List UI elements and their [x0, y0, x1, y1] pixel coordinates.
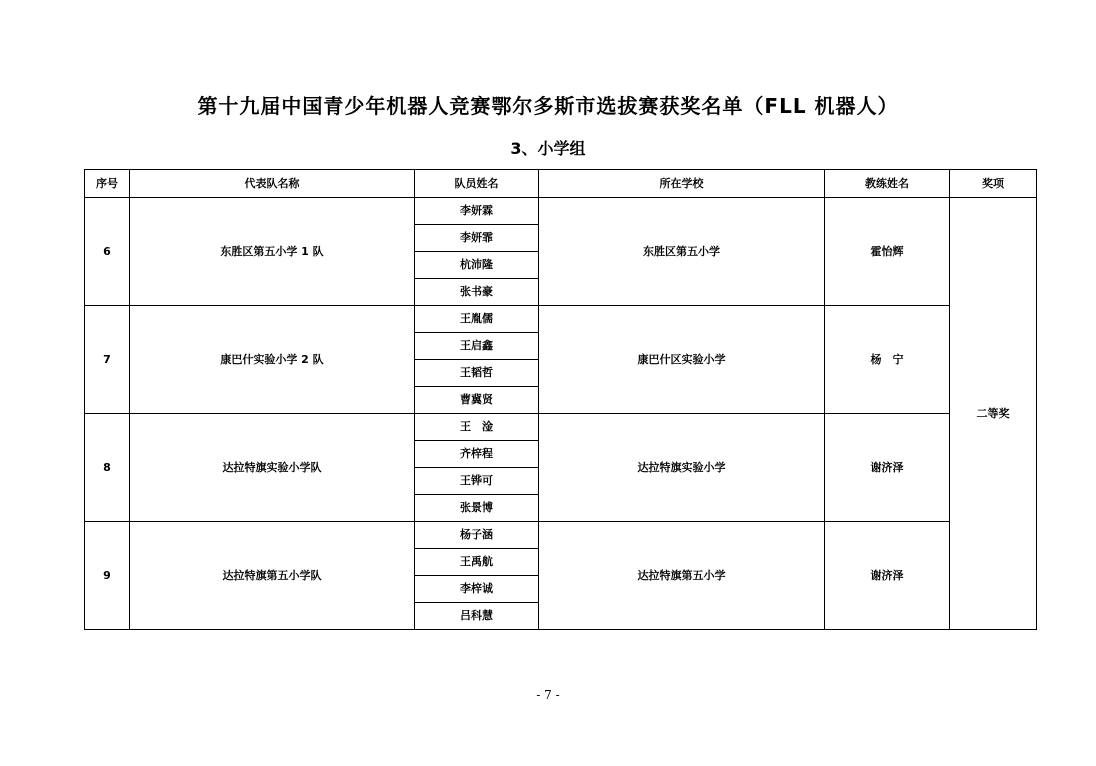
member-name: 王 淦	[415, 414, 539, 441]
team-coach: 谢济泽	[825, 414, 950, 522]
member-name: 杭沛隆	[415, 252, 539, 279]
team-name: 康巴什实验小学 2 队	[130, 306, 415, 414]
page-number: - 7 -	[536, 688, 560, 702]
team-name: 达拉特旗实验小学队	[130, 414, 415, 522]
member-name: 王韬哲	[415, 360, 539, 387]
member-name: 李梓诚	[415, 576, 539, 603]
member-name: 张景博	[415, 495, 539, 522]
member-name: 王启鑫	[415, 333, 539, 360]
team-coach: 谢济泽	[825, 522, 950, 630]
member-name: 李妍霏	[415, 225, 539, 252]
member-name: 王胤儒	[415, 306, 539, 333]
team-school: 达拉特旗实验小学	[539, 414, 825, 522]
team-seq: 9	[85, 522, 130, 630]
team-seq: 8	[85, 414, 130, 522]
table-header-row	[85, 170, 1037, 198]
team-seq: 7	[85, 306, 130, 414]
award-table	[84, 169, 1037, 630]
table-row	[85, 522, 1037, 549]
team-school: 康巴什区实验小学	[539, 306, 825, 414]
team-name: 东胜区第五小学 1 队	[130, 198, 415, 306]
document-title: 第十九届中国青少年机器人竞赛鄂尔多斯市选拔赛获奖名单（FLL 机器人）	[197, 94, 899, 118]
member-name: 吕科慧	[415, 603, 539, 630]
member-name: 王禹航	[415, 549, 539, 576]
team-coach: 霍怡辉	[825, 198, 950, 306]
table-row	[85, 414, 1037, 441]
member-name: 曹冀贤	[415, 387, 539, 414]
team-coach: 杨 宁	[825, 306, 950, 414]
header-school: 所在学校	[539, 170, 825, 198]
member-name: 杨子涵	[415, 522, 539, 549]
team-name: 达拉特旗第五小学队	[130, 522, 415, 630]
team-school: 达拉特旗第五小学	[539, 522, 825, 630]
table-row	[85, 198, 1037, 225]
member-name: 齐梓程	[415, 441, 539, 468]
header-seq: 序号	[85, 170, 130, 198]
header-members: 队员姓名	[415, 170, 539, 198]
member-name: 王铧可	[415, 468, 539, 495]
table-row	[85, 306, 1037, 333]
member-name: 李妍霖	[415, 198, 539, 225]
section-subtitle: 3、小学组	[510, 139, 586, 158]
header-team: 代表队名称	[130, 170, 415, 198]
team-seq: 6	[85, 198, 130, 306]
header-coach: 教练姓名	[825, 170, 950, 198]
team-school: 东胜区第五小学	[539, 198, 825, 306]
header-award: 奖项	[950, 170, 1037, 198]
member-name: 张书豪	[415, 279, 539, 306]
award-cell: 二等奖	[950, 198, 1037, 630]
